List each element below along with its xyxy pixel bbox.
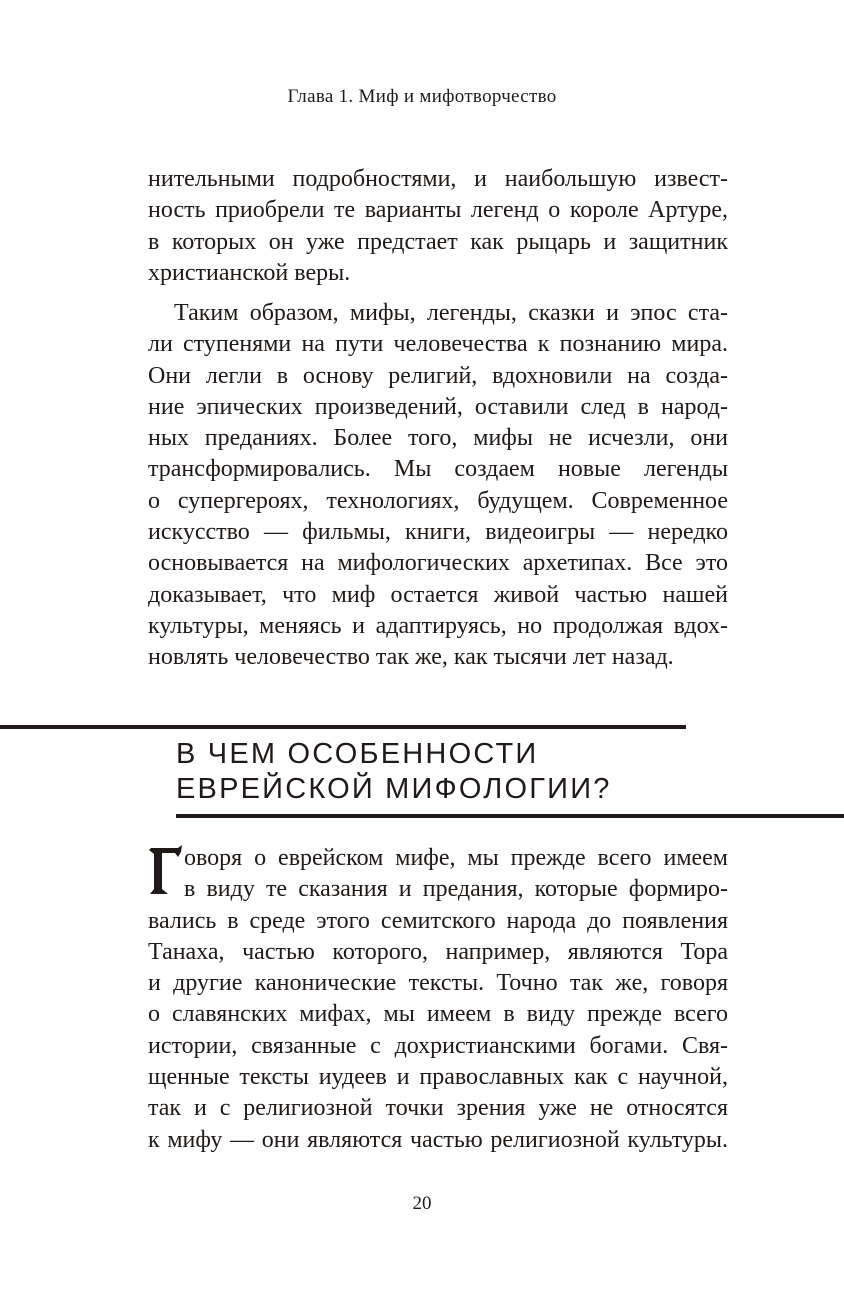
heading-rule-top [0, 725, 686, 729]
text-line: вались в среде этого семитского народа до появления [148, 907, 728, 934]
text-line: нительными подробностями, и наибольшую извест- [148, 166, 728, 192]
page-number: 20 [412, 1193, 432, 1214]
text-line: о супергероях, технологиях, будущем. Современное [148, 487, 728, 514]
text-line: трансформировались. Мы создаем новые легенды [148, 456, 728, 483]
section-heading [176, 737, 816, 807]
text-line: искусство — фильмы, книги, видеоигры — нередко [148, 519, 728, 546]
text-line: ных преданиях. Более того, мифы не исчезли, они [148, 425, 728, 452]
paragraph-summary [148, 298, 728, 674]
paragraph-continuation [148, 164, 728, 289]
paragraph-jewish-myth [148, 843, 728, 1156]
text-line: ли ступенями на пути человечества к познанию мира. [148, 331, 728, 358]
text-line: основывается на мифологических архетипах. Все это [148, 550, 728, 577]
text-line: к мифу — они являются частью религиозной культуры. [148, 1126, 728, 1153]
text-line: христианской веры. [148, 259, 351, 286]
text-line: Танаха, частью которого, например, являются Тора [148, 938, 728, 965]
text-line: в виду те сказания и предания, которые формиро- [184, 876, 728, 903]
text-line: истории, связанные с дохристианскими богами. Свя- [148, 1032, 728, 1059]
text-line: ние эпических произведений, оставили след в народ- [148, 393, 728, 420]
text-line: о славянских мифах, мы имеем в виду прежде всего [148, 1001, 728, 1028]
text-line: так и с религиозной точки зрения уже не относятся [148, 1095, 728, 1122]
text-line: и другие канонические тексты. Точно так же, говоря [148, 970, 728, 997]
section-heading-line: ЕВРЕЙСКОЙ МИФОЛОГИИ? [176, 773, 612, 805]
text-line: в которых он уже предстает как рыцарь и защитник [148, 228, 728, 255]
text-line: доказывает, что миф остается живой частью нашей [148, 581, 728, 608]
section-heading-line: В ЧЕМ ОСОБЕННОСТИ [176, 738, 539, 770]
text-line: ность приобрели те варианты легенд о короле Артуре, [148, 197, 728, 224]
text-line: новлять человечество так же, как тысячи лет назад. [148, 644, 674, 671]
text-line: Они легли в основу религий, вдохновили на созда- [148, 362, 728, 389]
text-line: щенные тексты иудеев и православных как с научной, [148, 1064, 728, 1091]
text-line: оворя о еврейском мифе, мы прежде всего имеем [184, 845, 728, 871]
running-header: Глава 1. Миф и мифотворчество [287, 86, 557, 107]
heading-rule-bottom [176, 814, 844, 818]
text-line: Таким образом, мифы, легенды, сказки и эпос ста- [174, 300, 728, 326]
text-line: культуры, меняясь и адаптируясь, но продолжая вдох- [148, 612, 728, 639]
